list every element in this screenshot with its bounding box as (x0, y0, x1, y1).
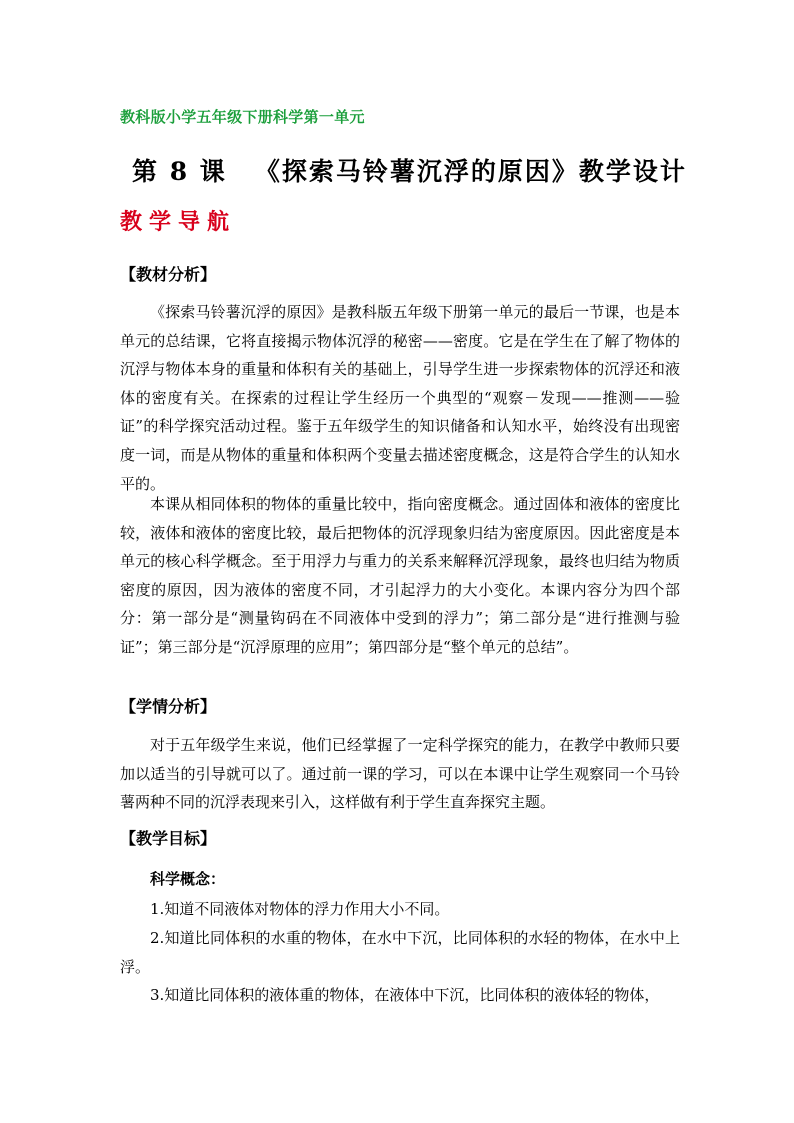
student-analysis-paragraph: 对于五年级学生来说，他们已经掌握了一定科学探究的能力，在教学中教师只要加以适当的引导就可以了。通过前一课的学习，可以在本课中让学生观察同一个马铃薯两种不同的沉浮表现来引入，这样做有利于学生直奔探究主题。 (120, 736, 680, 812)
series-header: 教科版小学五年级下册科学第一单元 (120, 108, 365, 126)
textbook-analysis-heading: 【教材分析】 (120, 265, 217, 284)
textbook-analysis-paragraph-1: 《探索马铃薯沉浮的原因》是教科版五年级下册第一单元的最后一节课，也是本单元的总结课，它将直接揭示物体沉浮的秘密——密度。它是在学生在了解了物体的沉浮与物体本身的重量和体积有关的基础上，引导学生进一步探索物体的沉浮还和液体的密度有关。在探索的过程让学生经历一个典型的“观察－发现——推测——验证”的科学探究活动过程。鉴于五年级学生的知识储备和认知水平，始终没有出现密度一词，而是从物体的重量和体积两个变量去描述密度概念，这是符合学生的认知水平的。 (120, 303, 680, 493)
science-concepts-subheading: 科学概念： (150, 870, 226, 888)
teaching-nav-title: 教学导航 (120, 209, 237, 235)
objective-item-2: 2.知道比同体积的水重的物体，在水中下沉，比同体积的水轻的物体，在水中上浮。 (120, 929, 680, 976)
objective-item-3: 3.知道比同体积的液体重的物体，在液体中下沉，比同体积的液体轻的物体， (150, 986, 660, 1004)
objectives-heading: 【教学目标】 (120, 829, 217, 848)
lesson-name: 《探索马铃薯沉浮的原因》教学设计 (254, 157, 687, 186)
lesson-number: 第 8 课 (132, 157, 227, 186)
objective-item-1: 1.知道不同液体对物体的浮力作用大小不同。 (150, 900, 450, 918)
textbook-analysis-paragraph-2: 本课从相同体积的物体的重量比较中，指向密度概念。通过固体和液体的密度比较，液体和液体的密度比较，最后把物体的沉浮现象归结为密度原因。因此密度是本单元的核心科学概念。至于用浮力与重力的关系来解释沉浮现象，最终也归结为物质密度的原因，因为液体的密度不同，才引起浮力的大小变化。本课内容分为四个部分：第一部分是“测量钩码在不同液体中受到的浮力”；第二部分是“进行推测与验证”；第三部分是“沉浮原理的应用”；第四部分是“整个单元的总结”。 (120, 495, 680, 656)
student-analysis-heading: 【学情分析】 (120, 697, 217, 716)
page-title (132, 152, 692, 188)
